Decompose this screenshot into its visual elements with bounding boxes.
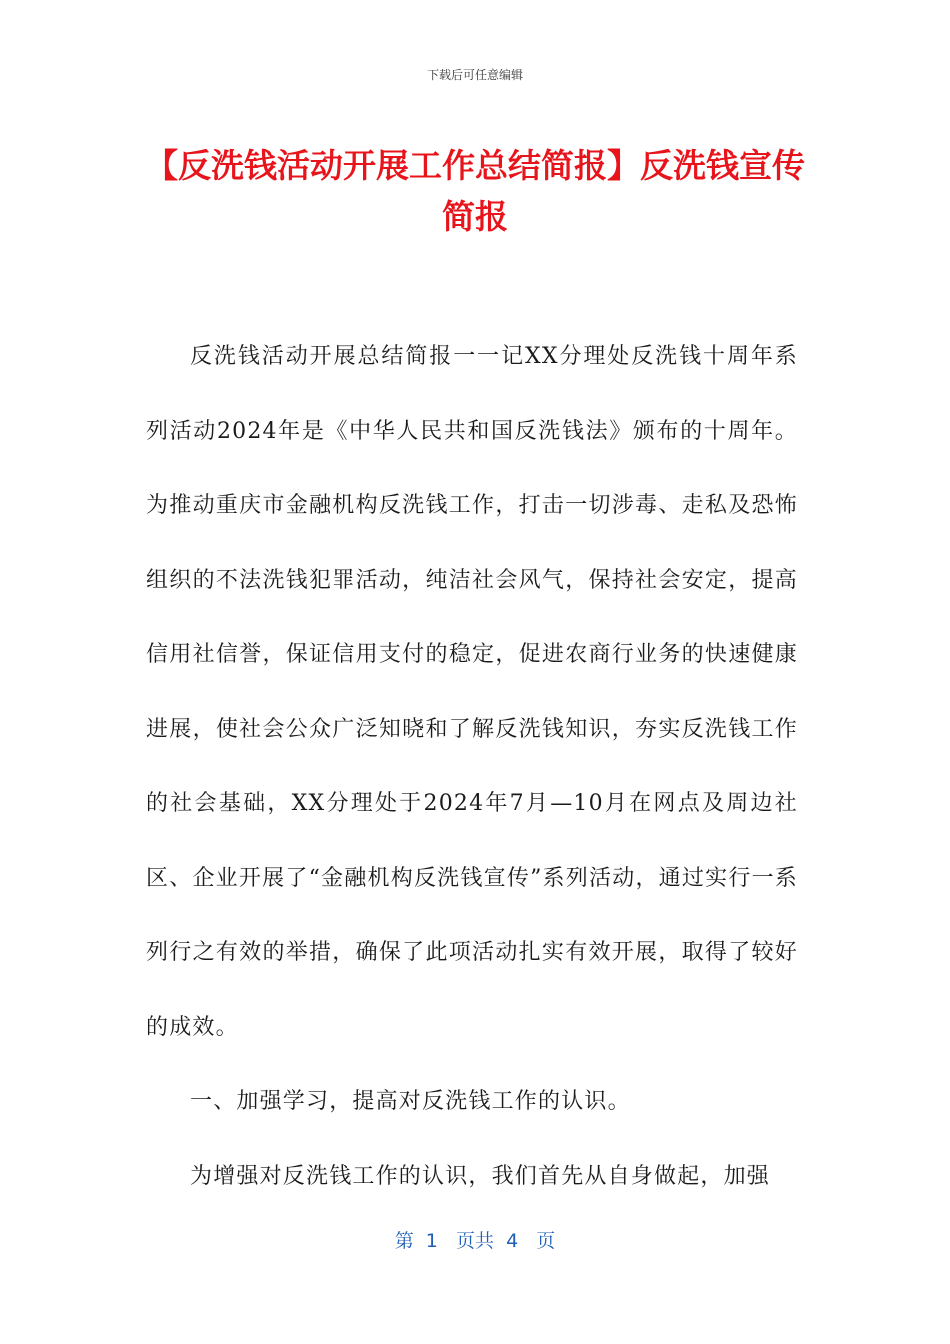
header-note: 下载后可任意编辑	[426, 68, 523, 82]
paragraph: 反洗钱活动开展总结简报一一记XX分理处反洗钱十周年系列活动2024年是《中华人民共和国反洗钱法》颁布的十周年。为推动重庆市金融机构反洗钱工作，打击一切涉毒、走私及恐怖组织的不法洗钱犯罪活动，纯洁社会风气，保持社会安定，提高信用社信誉，保证信用支付的稳定，促进农商行业务的快速健康进展，使社会公众广泛知晓和了解反洗钱知识，夯实反洗钱工作的社会基础，XX分理处于2024年7月—10月在网点及周边社区、企业开展了“金融机构反洗钱宣传”系列活动，通过实行一系列行之有效的举措，确保了此项活动扎实有效开展，取得了较好的成效。	[146, 344, 798, 1040]
page-number-footer: 第 1 页共 4 页	[394, 1230, 556, 1252]
document-title: 【反洗钱活动开展工作总结简报】反洗钱宣传简报	[145, 146, 805, 236]
document-body	[146, 320, 798, 1214]
paragraph: 为增强对反洗钱工作的认识，我们首先从自身做起，加强	[190, 1163, 771, 1189]
section-heading: 一、加强学习，提高对反洗钱工作的认识。	[190, 1089, 631, 1114]
